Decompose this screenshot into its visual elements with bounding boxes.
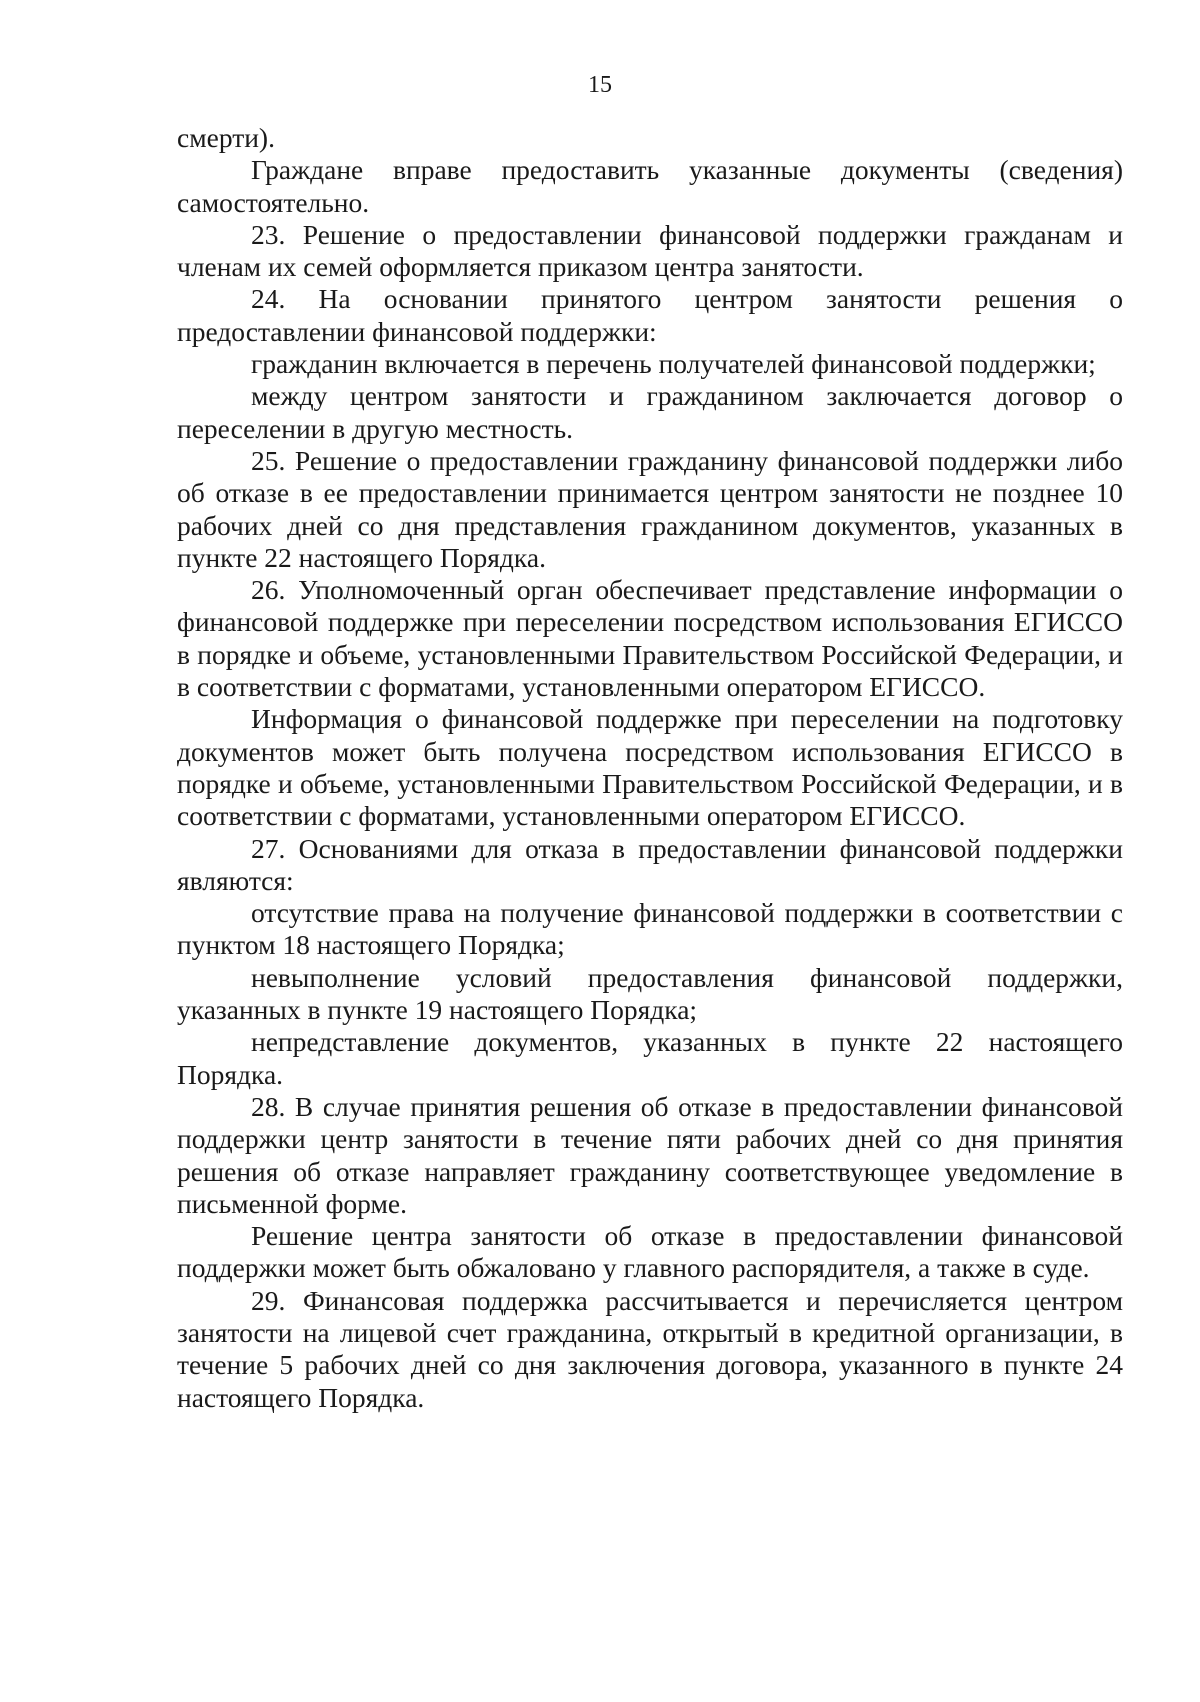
page-number: 15 [588,72,612,98]
paragraph: гражданин включается в перечень получателей финансовой поддержки; [251,348,1096,380]
document-body [177,122,1123,1414]
paragraph: Решение центра занятости об отказе в предоставлении финансовой поддержки может быть обжаловано у главного распорядителя, а также в суде. [177,1220,1123,1284]
paragraph: 29. Финансовая поддержка рассчитывается и перечисляется центром занятости на лицевой счет гражданина, открытый в кредитной организации, в течение 5 рабочих дней со дня заключения договора, указанного в пункте 24 настоящего Порядка. [177,1284,1123,1413]
paragraph: непредставление документов, указанных в пункте 22 настоящего Порядка. [177,1026,1123,1090]
paragraph: Информация о финансовой поддержке при переселении на подготовку документов может быть получена посредством использования ЕГИССО в порядке и объеме, установленными Правительством Российской Федерации, и в соответствии с форматами, установленными оператором ЕГИССО. [177,703,1123,832]
paragraph: 28. В случае принятия решения об отказе в предоставлении финансовой поддержки центр занятости в течение пяти рабочих дней со дня принятия решения об отказе направляет гражданину соответствующее уведомление в письменной форме. [177,1090,1123,1219]
paragraph: смерти). [177,122,275,153]
paragraph: Граждане вправе предоставить указанные документы (сведения) самостоятельно. [177,154,1123,218]
paragraph: 26. Уполномоченный орган обеспечивает представление информации о финансовой поддержке при переселении посредством использования ЕГИССО в порядке и объеме, установленными Правительством Российской Федерации, и в соответствии с форматами, установленными оператором ЕГИССО. [177,574,1123,703]
paragraph: между центром занятости и гражданином заключается договор о переселении в другую местность. [177,380,1123,444]
paragraph: 25. Решение о предоставлении гражданину финансовой поддержки либо об отказе в ее предоставлении принимается центром занятости не позднее 10 рабочих дней со дня представления гражданином документов, указанных в пункте 22 настоящего Порядка. [177,444,1123,573]
paragraph: 27. Основаниями для отказа в предоставлении финансовой поддержки являются: [177,832,1123,896]
paragraph: 23. Решение о предоставлении финансовой поддержки гражданам и членам их семей оформляется приказом центра занятости. [177,218,1123,283]
paragraph: 24. На основании принятого центром занятости решения о предоставлении финансовой поддержки: [177,283,1123,347]
paragraph: невыполнение условий предоставления финансовой поддержки, указанных в пункте 19 настоящего Порядка; [177,961,1123,1026]
paragraph: отсутствие права на получение финансовой поддержки в соответствии с пунктом 18 настоящего Порядка; [177,897,1123,961]
